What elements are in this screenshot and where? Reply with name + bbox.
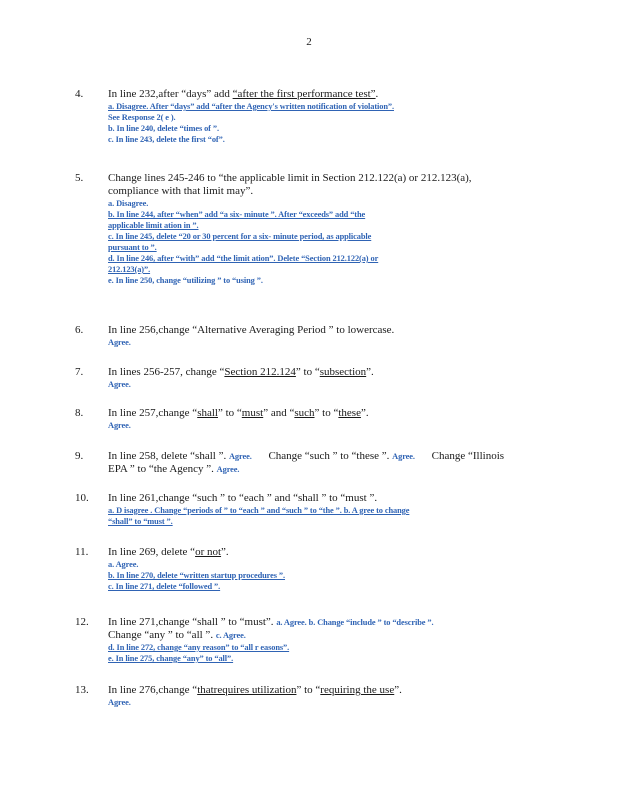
underlined-text: “after the first performance test” [232,88,376,100]
item-text [108,546,538,559]
item-text [108,366,538,379]
response-line: Agree. [108,380,131,389]
response-line: See Response 2( e ). [108,113,176,122]
item-number: 10. [75,492,89,504]
underlined-text: subsection [319,366,367,378]
response-line: e. In line 275, change “any” to “all”. [108,654,234,663]
item-text: In line 261,change “such ” to “each ” and “shall ” to “must ”. [108,492,378,504]
page-number: 2 [306,36,312,48]
item-number: 13. [75,684,89,696]
underlined-text: must [241,407,264,419]
item-text: Change lines 245-246 to “the applicable limit in Section 212.122(a) or 212.123(a), [108,172,472,184]
text-segment: In line 276,change “ [108,684,198,696]
item-text [108,463,538,476]
text-segment: ” to “ [217,407,242,419]
response-line: c. In line 271, delete “followed ”. [108,582,221,591]
item-text [108,684,538,697]
text-segment: ” to “ [314,407,339,419]
text-segment: ” and “ [263,407,295,419]
response-line: Agree. [108,338,131,347]
response-line: Agree. [108,421,131,430]
item-number: 6. [75,324,84,336]
text-segment: ”. [394,684,402,696]
response-line: Agree. [108,698,131,707]
text-segment: EPA ” to “the Agency ”. [108,463,214,475]
response-line: d. In line 246, after “with” add “the limit ation”. Delete “Section 212.122(a) or [108,254,379,263]
item-number: 12. [75,616,89,628]
text-segment: Change “Illinois [431,450,505,462]
text-segment: In line 269, delete “ [108,546,196,558]
text-segment: . [375,88,379,100]
response-line: 212.123(a)”. [108,265,151,274]
item-text [108,407,538,420]
text-segment: Change “such ” to “these ”. [268,450,390,462]
item-number: 11. [75,546,89,558]
item-text: In line 256,change “Alternative Averaging Period ” to lowercase. [108,324,395,336]
item-number: 7. [75,366,84,378]
item-text [108,450,538,463]
response-line: c. In line 243, delete the first “of”. [108,135,225,144]
response-line: b. In line 244, after “when” add “a six- minute ”. After “exceeds” add “the [108,210,366,219]
response-line: c. In line 245, delete “20 or 30 percent for a six- minute period, as applicable [108,232,372,241]
text-segment: In line 271,change “shall ” to “must”. [108,616,274,628]
underlined-text: or not [195,546,222,558]
item-number: 8. [75,407,84,419]
underlined-text: thatrequires utilization [197,684,297,696]
inline-response: Agree. [392,452,415,461]
inline-response: Agree. [216,465,240,474]
text-segment: In line 258, delete “shall ”. [108,450,227,462]
text-segment: In line 257,change “ [108,407,198,419]
response-line: applicable limit ation in ”. [108,221,199,230]
item-number: 9. [75,450,84,462]
response-line: a. Disagree. After “days” add “after the Agency's written notification of violation”. [108,102,394,111]
text-segment: In line 232,after “days” add [108,88,233,100]
item-number: 5. [75,172,84,184]
response-line: a. Agree. [108,560,139,569]
response-line: pursuant to ”. [108,243,157,252]
text-segment: In lines 256-257, change “ [108,366,225,378]
underlined-text: shall [197,407,218,419]
item-number: 4. [75,88,84,100]
response-line: a. D isagree . Change “periods of ” to “each ” and “such ” to “the ”. b. A gree to change [108,506,410,515]
item-text [108,629,538,642]
text-segment: ”. [366,366,374,378]
text-segment: ” to “ [296,684,321,696]
text-segment: ”. [360,407,369,419]
inline-response: c. Agree. [215,631,246,640]
underlined-text: Section 212.124 [224,366,296,378]
inline-response: Agree. [228,452,252,461]
text-segment: ” to “ [295,366,320,378]
inline-response: a. Agree. b. Change “include ” to “describe ”. [276,618,434,627]
underlined-text: such [294,407,315,419]
response-line: e. In line 250, change “utilizing ” to “using ”. [108,276,263,285]
item-text: compliance with that limit may”. [108,185,254,197]
item-text [108,88,538,101]
response-line: d. In line 272, change “any reason” to “all r easons”. [108,643,290,652]
response-line: b. In line 240, delete “times of ”. [108,124,219,133]
response-line: a. Disagree. [108,199,149,208]
response-line: “shall” to “must ”. [108,517,173,526]
text-segment: ”. [221,546,229,558]
underlined-text: these [338,407,361,419]
underlined-text: requiring the use [320,684,395,696]
text-segment: Change “any ” to “all ”. [108,629,214,641]
item-text [108,616,538,629]
response-line: b. In line 270, delete “written startup procedures ”. [108,571,286,580]
